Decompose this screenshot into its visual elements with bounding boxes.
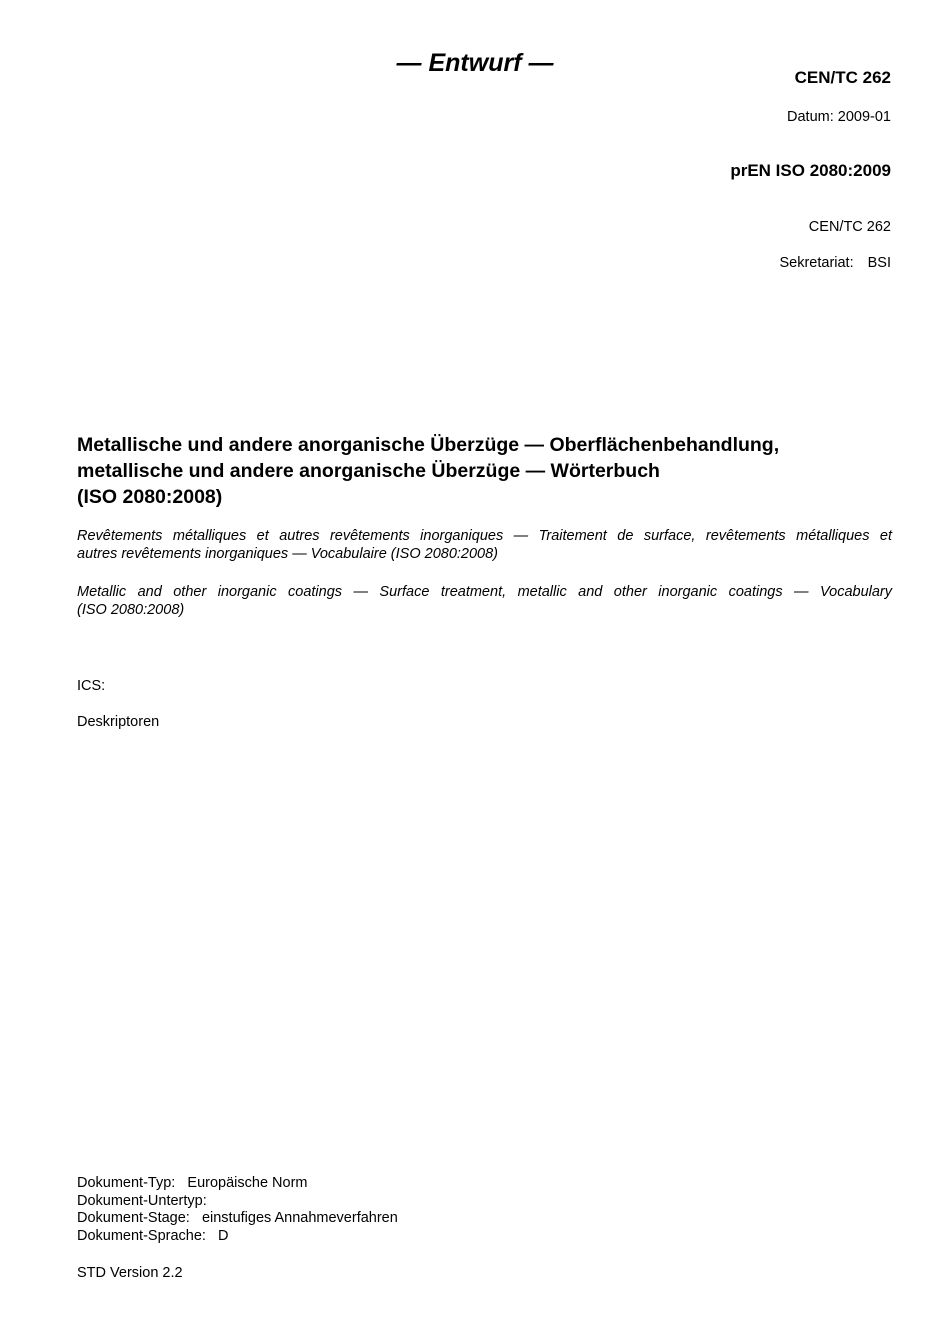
french-title-line: autres revêtements inorganiques — Vocabulaire (ISO 2080:2008) <box>77 546 499 562</box>
german-title <box>77 432 892 510</box>
document-reference: prEN ISO 2080:2009 <box>730 161 891 180</box>
secretariat-line <box>779 254 891 272</box>
german-title-line: metallische und andere anorganische Überzüge — Wörterbuch <box>77 460 660 482</box>
date-line <box>787 108 891 126</box>
date-label: Datum: <box>787 109 834 125</box>
document-language-label: Dokument-Sprache: <box>77 1228 206 1245</box>
document-language-line <box>77 1228 398 1246</box>
document-type-value: Europäische Norm <box>187 1175 308 1191</box>
english-title-line: Metallic and other inorganic coatings — Surface treatment, metallic and other inorganic coatings — Vocabulary <box>77 584 892 600</box>
committee-secondary: CEN/TC 262 <box>808 219 891 235</box>
document-stage-label: Dokument-Stage: <box>77 1210 190 1227</box>
french-title <box>77 527 892 563</box>
english-title-line: (ISO 2080:2008) <box>77 602 185 618</box>
committee-heading: CEN/TC 262 <box>794 68 891 87</box>
descriptors-label: Deskriptoren <box>77 714 160 730</box>
document-subtype-label: Dokument-Untertyp: <box>77 1192 207 1209</box>
document-language-value: D <box>218 1228 229 1245</box>
document-stage-line <box>77 1210 398 1228</box>
german-title-line: Metallische und andere anorganische Überzüge — Oberflächenbehandlung, <box>77 434 780 456</box>
document-stage-value: einstufiges Annahmeverfahren <box>201 1210 398 1227</box>
draft-watermark-title: — Entwurf — <box>396 49 554 77</box>
secretariat-label: Sekretariat: <box>779 255 854 271</box>
secretariat-value: BSI <box>867 255 891 271</box>
document-type-line <box>77 1175 398 1193</box>
german-title-line: (ISO 2080:2008) <box>77 486 223 508</box>
english-title <box>77 583 892 619</box>
document-subtype-line <box>77 1193 398 1211</box>
std-version: STD Version 2.2 <box>77 1265 183 1281</box>
french-title-line: Revêtements métalliques et autres revêtements inorganiques — Traitement de surface, revêtements métalliques et <box>77 528 892 544</box>
document-type-label: Dokument-Typ: <box>77 1175 176 1191</box>
document-info <box>77 1175 398 1246</box>
date-value: 2009-01 <box>837 109 891 125</box>
ics-label: ICS: <box>77 678 106 694</box>
